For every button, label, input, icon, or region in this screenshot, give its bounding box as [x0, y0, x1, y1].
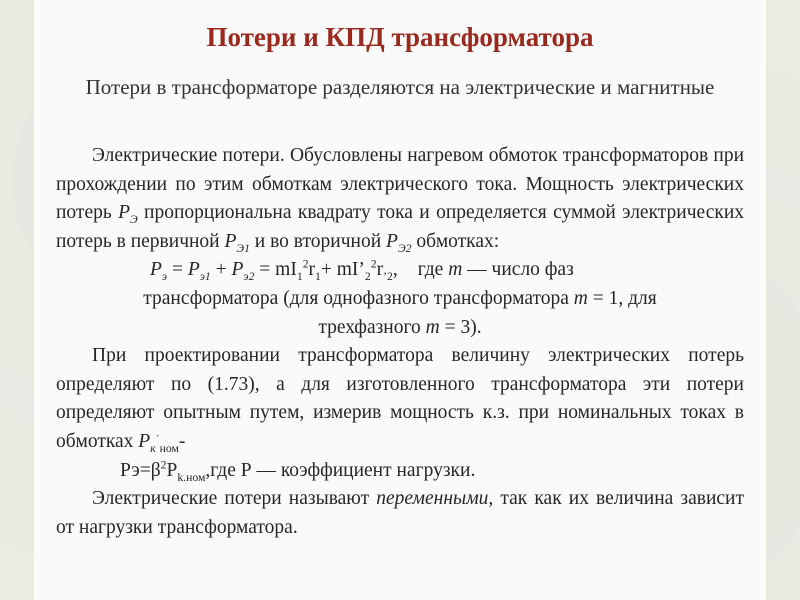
subscript: k.ном — [177, 470, 206, 484]
subscript: э2 — [243, 270, 255, 284]
slide-body — [56, 142, 744, 542]
text: и во вторичной — [249, 230, 387, 252]
formula-note — [56, 285, 744, 342]
paragraph-design — [56, 342, 744, 456]
subscript: ’2 — [383, 270, 393, 284]
symbol-p: Р — [150, 259, 162, 281]
subscript: э — [161, 270, 168, 284]
subscript: 1 — [296, 270, 303, 284]
text: r — [308, 259, 316, 281]
subscript: Э2 — [397, 241, 412, 255]
symbol-p: Р — [231, 259, 244, 281]
text: так как их величина зависит от нагрузки трансформатора. — [56, 488, 744, 538]
subscript: 1 — [315, 270, 321, 284]
text: обмотках: — [411, 230, 500, 252]
symbol-p: Р — [187, 259, 200, 281]
emphasis: переменными, — [376, 488, 494, 510]
text: , — [392, 259, 398, 281]
formula-load — [56, 457, 744, 486]
text: P — [166, 459, 178, 481]
symbol-p: Р — [386, 230, 398, 252]
superscript: 2 — [302, 257, 309, 271]
symbol-p: Р — [224, 230, 237, 252]
text: пропорциональна квадрату тока и определяется суммой электрических потерь в первичной — [56, 202, 745, 252]
text: Электрические потери называют — [92, 488, 377, 510]
subscript: Э — [130, 213, 138, 227]
paragraph-electrical-losses — [56, 142, 744, 256]
slide-title: Потери и КПД трансформатора — [206, 22, 594, 52]
formula-losses — [56, 256, 744, 285]
subscript: ном — [159, 441, 179, 455]
text: трансформатора (для однофазного трансформатора — [143, 287, 574, 309]
symbol-m: т — [573, 287, 588, 309]
symbol-p: Р — [118, 202, 131, 224]
text: = — [167, 259, 188, 281]
text: Рэ=β — [120, 459, 161, 481]
subscript: э1 — [199, 270, 211, 284]
text: трехфазного — [318, 316, 426, 338]
text: + mI’ — [320, 259, 365, 281]
text: + — [210, 259, 232, 281]
superscript: 2 — [370, 257, 377, 271]
symbol-m: т — [425, 316, 440, 338]
superscript: · — [155, 429, 160, 443]
text: = mI — [254, 259, 297, 281]
text: r — [376, 259, 384, 281]
text: — число фаз — [462, 259, 574, 281]
text: = 1, для — [587, 287, 657, 309]
slide — [34, 0, 766, 600]
subscript: к — [150, 441, 156, 455]
text: = 3). — [439, 316, 482, 338]
text: - — [178, 430, 186, 452]
paragraph-variable-losses — [56, 485, 744, 542]
subscript: Э1 — [236, 241, 250, 255]
text: где — [417, 259, 449, 281]
subscript: 2 — [364, 270, 371, 284]
text: Электрические потери. Обусловлены нагревом обмоток трансформаторов при прохождении по этим обмоткам электрического тока. Мощность электрических потерь — [56, 145, 744, 224]
superscript: 2 — [160, 458, 167, 472]
symbol-p: Р — [138, 430, 151, 452]
text: ,где Р — коэффициент нагрузки. — [205, 459, 476, 481]
slide-subtitle: Потери в трансформаторе разделяются на электрические и магнитные — [85, 75, 715, 99]
symbol-m: т — [448, 259, 463, 281]
text: При проектировании трансформатора величину электрических потерь определяют по (1.73), а для изготовленного трансформатора эти потери определяют опытным путем, измерив мощность к.з. при номинальных токах в обмотках — [56, 345, 744, 452]
